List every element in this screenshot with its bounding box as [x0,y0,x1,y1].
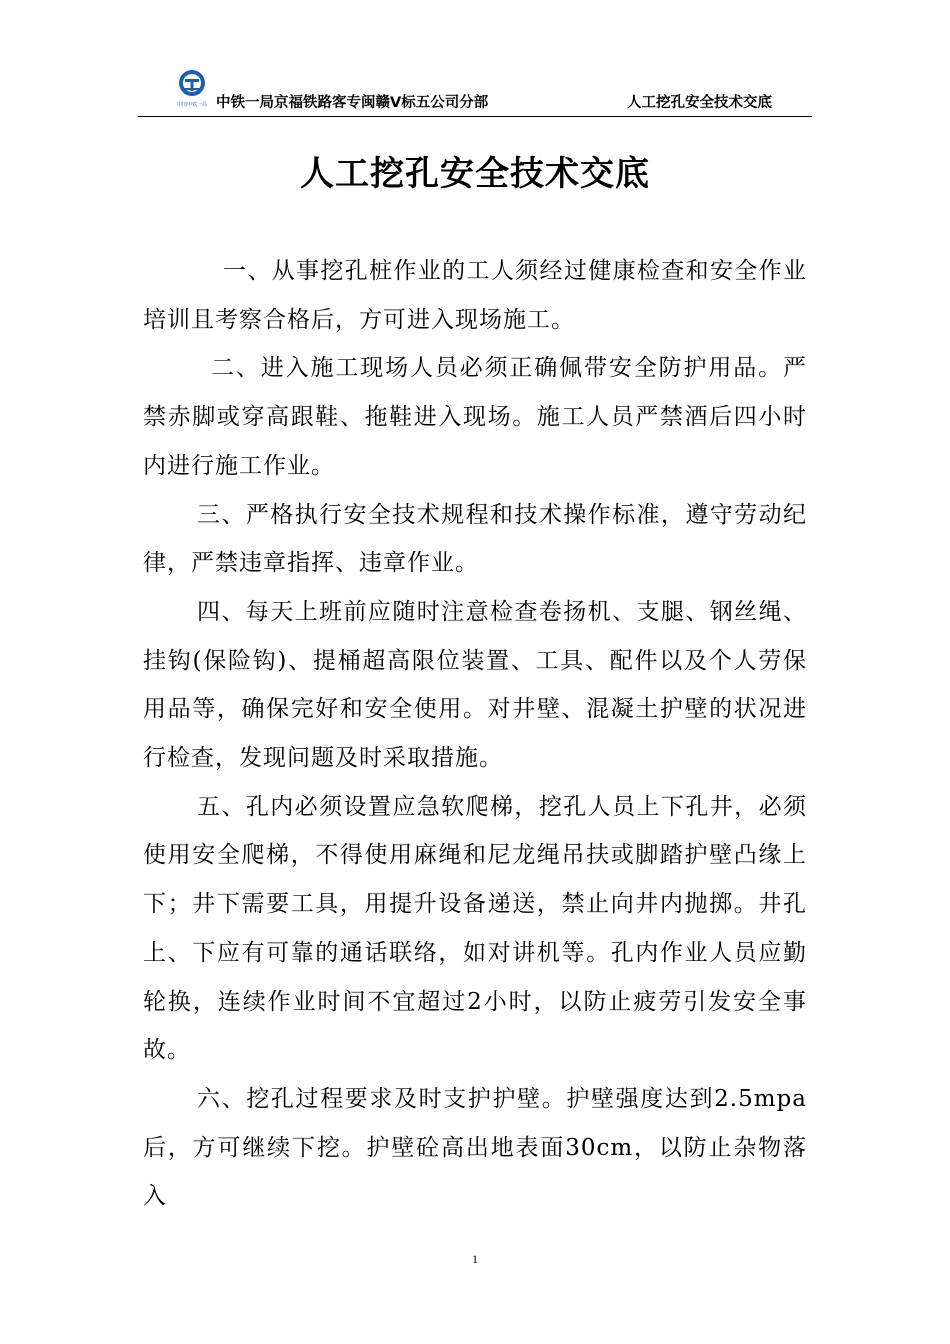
page-number: 1 [472,1252,478,1266]
paragraph-3: 三、严格执行安全技术规程和技术操作标准，遵守劳动纪律，严禁违章指挥、违章作业。 [143,501,807,577]
header-company-name: 中铁一局京福铁路客专闽赣Ⅴ标五公司分部 [216,95,489,111]
page-title: 人工挖孔安全技术交底 [300,154,650,194]
page-header [138,64,812,116]
railway-logo-icon [168,68,216,100]
logo-caption: 中国中铁一局 [176,102,207,108]
paragraph-5: 五、孔内必须设置应急软爬梯，挖孔人员上下孔井，必须使用安全爬梯，不得使用麻绳和尼龙绳吊扶或脚踏护壁凸缘上下；井下需要工具，用提升设备递送，禁止向井内抛掷。井孔上、下应有可靠的通话联络，如对讲机等。孔内作业人员应勤轮换，连续作业时间不宜超过2小时，以防止疲劳引发安全事故。 [143,793,807,1064]
paragraph-4: 四、每天上班前应随时注意检查卷扬机、支腿、钢丝绳、挂钩(保险钩)、提桶超高限位装置、工具、配件以及个人劳保用品等，确保完好和安全使用。对井壁、混凝土护壁的状况进行检查，发现问题及时采取措施。 [143,598,807,772]
company-logo [168,68,216,114]
header-document-title: 人工挖孔安全技术交底 [627,95,772,111]
header-divider [138,116,812,117]
paragraph-2: 二、进入施工现场人员必须正确佩带安全防护用品。严禁赤脚或穿高跟鞋、拖鞋进入现场。施工人员严禁酒后四小时内进行施工作业。 [143,355,807,479]
paragraph-6: 六、挖孔过程要求及时支护护壁。护壁强度达到2.5mpa后，方可继续下挖。护壁砼高出地表面30cm，以防止杂物落入 [143,1085,807,1210]
document-body [143,247,807,1221]
paragraph-1: 一、从事挖孔桩作业的工人须经过健康检查和安全作业培训且考察合格后，方可进入现场施工。 [143,258,807,333]
